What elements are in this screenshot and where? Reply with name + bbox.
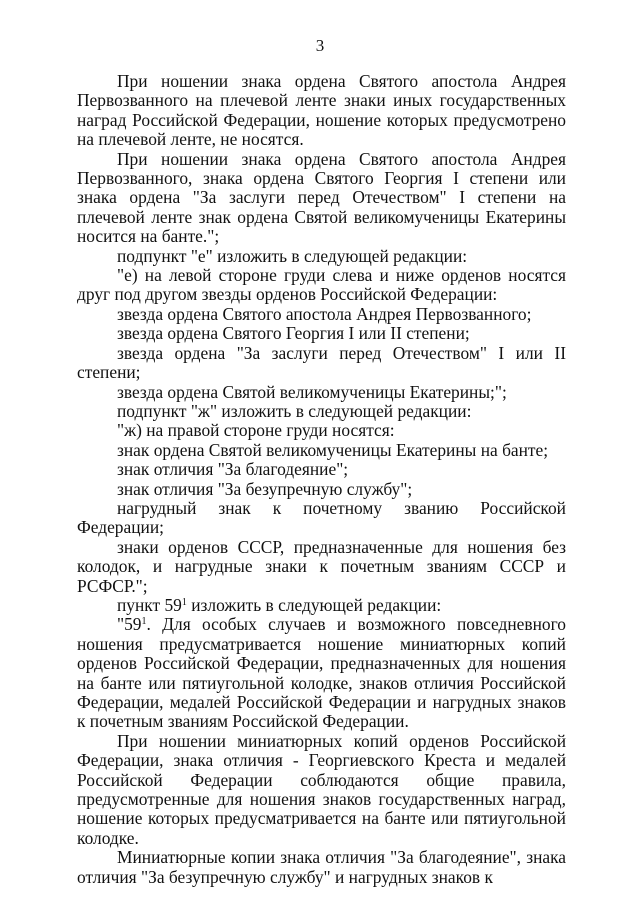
list-item: знак отличия "За благодеяние"; <box>117 459 349 480</box>
list-item: знак отличия "За безупречную службу"; <box>117 478 413 499</box>
paragraph: При ношении миниатюрных копий орденов Российской Федерации, знака отличия - Георгиевского Креста и медалей Российской Федерации соблюдаются общие правила, предусмотренные для ношения знаков государственных наград, ношение которых предусматривается на банте или пятиугольной колодке. <box>77 730 566 848</box>
paragraph <box>77 615 566 731</box>
list-item: звезда ордена "За заслуги перед Отечеством" I или II степени; <box>77 342 566 383</box>
list-item: звезда ордена Святого апостола Андрея Первозванного; <box>117 303 532 324</box>
paragraph-text: изложить в следующей редакции: <box>186 594 442 615</box>
document-body <box>77 72 566 887</box>
paragraph-text: пункт 59 <box>117 594 182 615</box>
paragraph: При ношении знака ордена Святого апостола Андрея Первозванного на плечевой ленте знаки иных государственных наград Российской Федерации, ношение которых предусмотрено на плечевой ленте, не носятся. <box>77 71 566 150</box>
list-item: знак ордена Святой великомученицы Екатерины на банте; <box>117 439 549 460</box>
paragraph <box>77 596 566 615</box>
paragraph: "е) на левой стороне груди слева и ниже орденов носятся друг под другом звезды орденов Российской Федерации: <box>77 265 566 305</box>
paragraph: При ношении знака ордена Святого апостола Андрея Первозванного, знака ордена Святого Георгия I степени или знака ордена "За заслуги перед Отечеством" I степени на плечевой ленте знак ордена Святой великомученицы Екатерины носится на банте."; <box>77 148 566 247</box>
list-item: звезда ордена Святой великомученицы Екатерины;"; <box>117 381 507 402</box>
paragraph: Миниатюрные копии знака отличия "За благодеяние", знака отличия "За безупречную службу" и нагрудных знаков к <box>77 847 566 887</box>
list-item: знаки орденов СССР, предназначенные для ношения без колодок, и нагрудные знаки к почетным званиям СССР и РСФСР."; <box>77 536 566 596</box>
page-number: 3 <box>315 36 325 55</box>
paragraph: подпункт "ж" изложить в следующей редакции: <box>117 400 472 421</box>
list-item: нагрудный знак к почетному званию Российской Федерации; <box>77 497 566 538</box>
list-item: звезда ордена Святого Георгия I или II степени; <box>117 323 470 344</box>
paragraph: "ж) на правой стороне груди носятся: <box>117 420 395 441</box>
paragraph-text: "59 <box>117 614 142 635</box>
paragraph-text: . Для особых случаев и возможного повседневного ношения предусматривается ношение миниатюрных копий орденов Российской Федерации, предназначенных для ношения на банте или пятиугольной колодке, знаков отличия Российской Федерации, медалей Российской Федерации и нагрудных знаков к почетным званиям Российской Федерации. <box>77 614 566 732</box>
superscript: 1 <box>181 596 187 608</box>
superscript: 1 <box>141 616 147 628</box>
paragraph: подпункт "е" изложить в следующей редакции: <box>117 245 468 266</box>
